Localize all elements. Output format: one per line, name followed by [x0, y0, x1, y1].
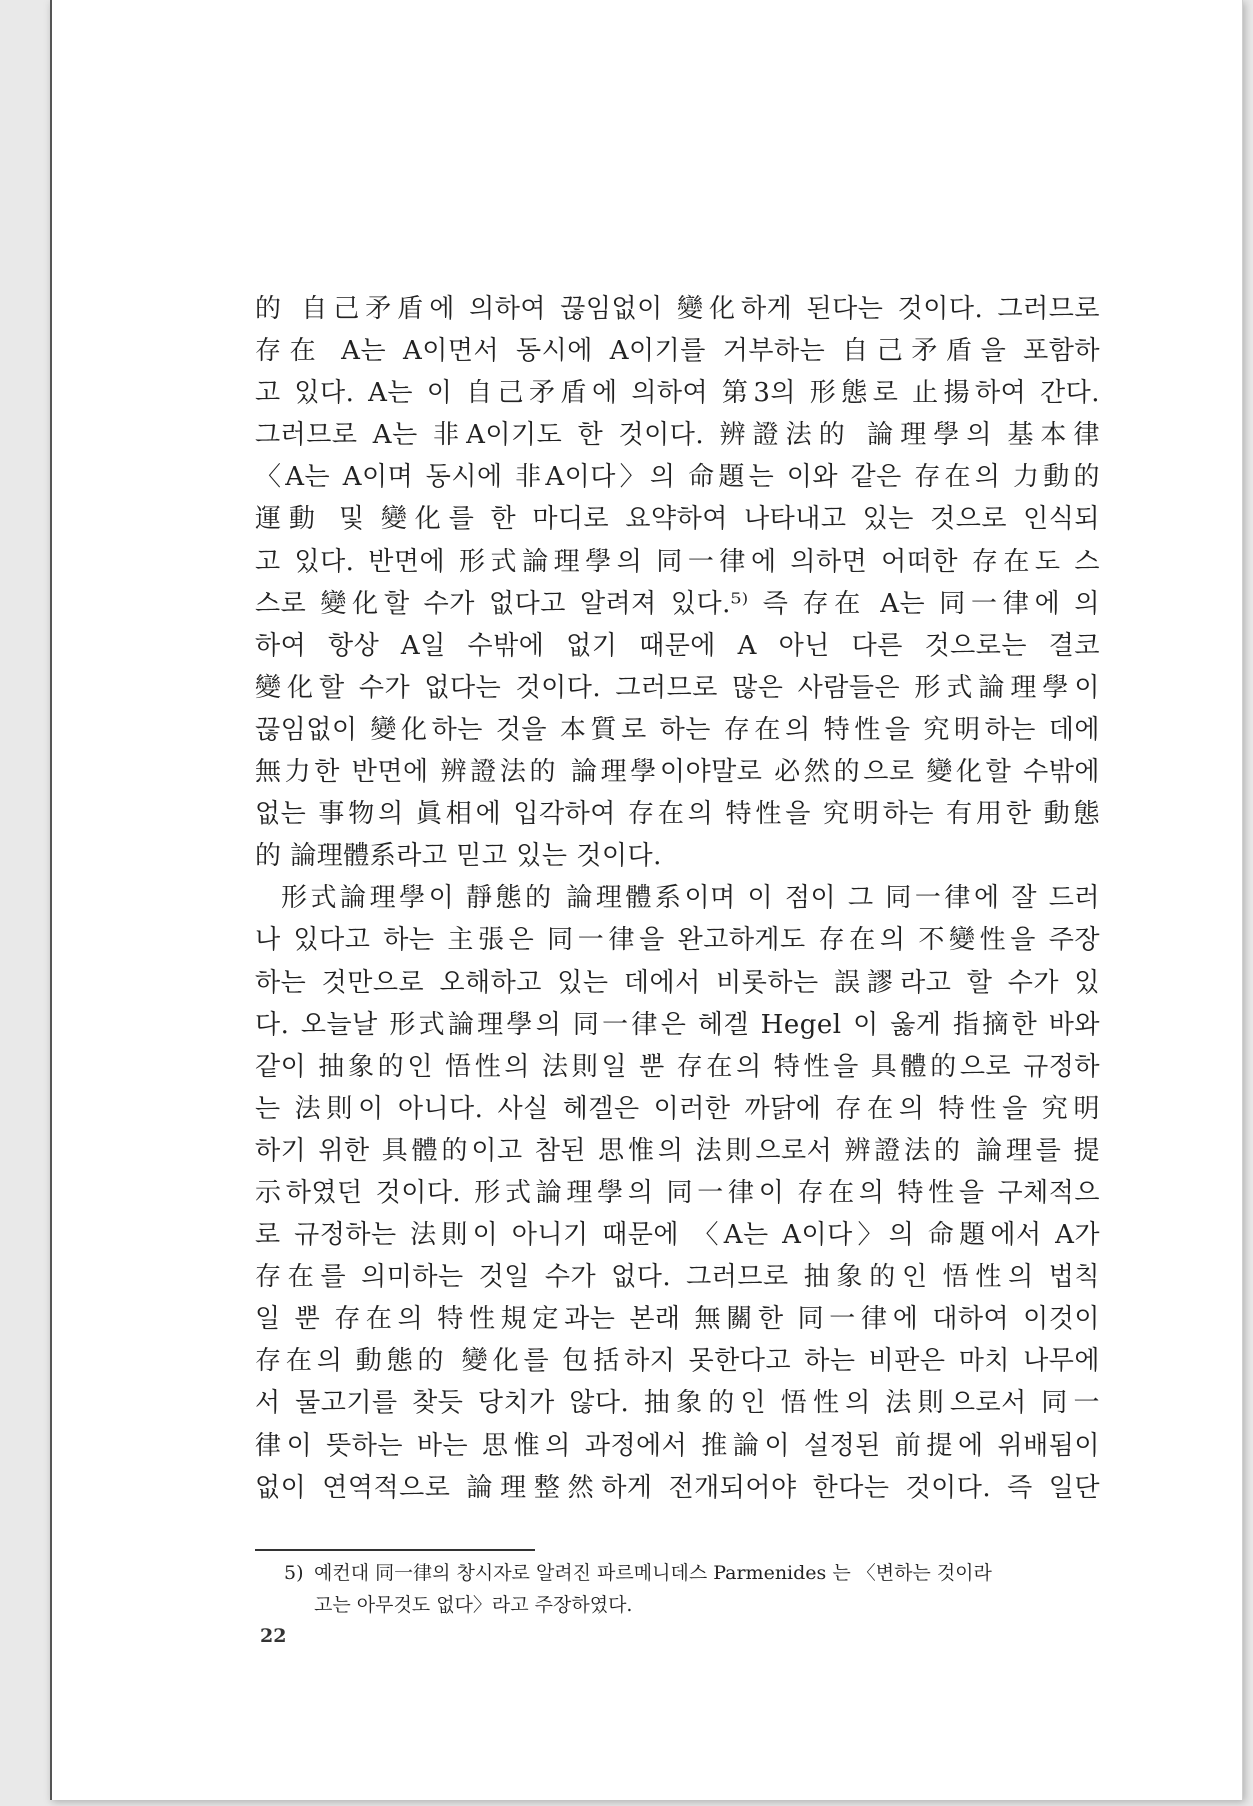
text-line: 하여 항상 A일 수밖에 없기 때문에 A 아닌 다른 것으로는 결코: [255, 630, 1100, 661]
text-line: 는 法則이 아니다. 사실 헤겔은 이러한 까닭에 存在의 特性을 究明: [255, 1093, 1100, 1124]
text-line: 하는 것만으로 오해하고 있는 데에서 비롯하는 誤謬라고 할 수가 있: [255, 967, 1100, 998]
footnote: [284, 1557, 1104, 1621]
text-line: 다. 오늘날 形式論理學의 同一律은 헤겔 Hegel 이 옳게 指摘한 바와: [255, 1009, 1100, 1040]
text-line: 存在를 의미하는 것일 수가 없다. 그러므로 抽象的인 悟性의 법칙: [255, 1262, 1100, 1293]
paragraph-2: [255, 877, 1100, 1508]
text-line: 律이 뜻하는 바는 思惟의 과정에서 推論이 설정된 前提에 위배됨이: [255, 1430, 1100, 1461]
text-line: 같이 抽象的인 悟性의 法則일 뿐 存在의 特性을 具體的으로 규정하: [255, 1051, 1100, 1082]
footnote-divider: [255, 1549, 535, 1551]
page-number: 22: [260, 1625, 287, 1647]
text-line: 運動 및 變化를 한 마디로 요약하여 나타내고 있는 것으로 인식되: [255, 504, 1100, 535]
text-line: 그러므로 A는 非A이기도 한 것이다. 辨證法的 論理學의 基本律: [255, 420, 1100, 451]
text-line: 〈A는 A이며 동시에 非A이다〉의 命題는 이와 같은 存在의 力動的: [255, 462, 1100, 493]
text-line: 스로 變化할 수가 없다고 알려져 있다.⁵⁾ 즉 存在 A는 同一律에 의: [255, 588, 1101, 619]
document-page: [50, 0, 1243, 1800]
text-line: 하기 위한 具體的이고 참된 思惟의 法則으로서 辨證法的 論理를 提: [255, 1135, 1100, 1166]
text-line: 끊임없이 變化하는 것을 本質로 하는 存在의 特性을 究明하는 데에: [255, 714, 1100, 745]
body-text: [255, 288, 1100, 1509]
paragraph-1: [255, 288, 1100, 877]
text-line: 고 있다. A는 이 自己矛盾에 의하여 第3의 形態로 止揚하여 간다.: [255, 378, 1100, 409]
text-line: 存在의 動態的 變化를 包括하지 못한다고 하는 비판은 마치 나무에: [255, 1346, 1100, 1377]
text-line: 없이 연역적으로 論理整然하게 전개되어야 한다는 것이다. 즉 일단: [255, 1472, 1100, 1503]
text-line: 的 自己矛盾에 의하여 끊임없이 變化하게 된다는 것이다. 그러므로: [255, 294, 1100, 324]
text-line: 서 물고기를 찾듯 당치가 않다. 抽象的인 悟性의 法則으로서 同一: [255, 1388, 1100, 1419]
text-line: 일 뿐 存在의 特性規定과는 본래 無關한 同一律에 대하여 이것이: [255, 1304, 1100, 1335]
footnote-line: 예컨대 同一律의 창시자로 알려진 파르메니데스 Parmenides 는 〈변하는 것이라: [314, 1562, 992, 1584]
text-line: 고 있다. 반면에 形式論理學의 同一律에 의하면 어떠한 存在도 스: [255, 546, 1100, 577]
text-line: 나 있다고 하는 主張은 同一律을 완고하게도 存在의 不變性을 주장: [255, 925, 1100, 956]
text-line: 的 論理體系라고 믿고 있는 것이다.: [255, 841, 662, 872]
text-line: 示하였던 것이다. 形式論理學의 同一律이 存在의 特性을 구체적으: [255, 1177, 1100, 1208]
text-line: 存在 A는 A이면서 동시에 A이기를 거부하는 自己矛盾을 포함하: [255, 336, 1100, 367]
text-line: 없는 事物의 眞相에 입각하여 存在의 特性을 究明하는 有用한 動態: [255, 799, 1100, 830]
text-line: 無力한 반면에 辨證法的 論理學이야말로 必然的으로 變化할 수밖에: [255, 757, 1100, 788]
text-line: 로 규정하는 法則이 아니기 때문에 〈A는 A이다〉의 命題에서 A가: [255, 1220, 1100, 1251]
footnote-number: 5): [284, 1562, 304, 1584]
text-line: 變化할 수가 없다는 것이다. 그러므로 많은 사람들은 形式論理學이: [255, 672, 1100, 703]
text-line: 形式論理學이 靜態的 論理體系이며 이 점이 그 同一律에 잘 드러: [281, 883, 1100, 914]
footnote-line: 고는 아무것도 없다〉라고 주장하였다.: [314, 1594, 633, 1616]
